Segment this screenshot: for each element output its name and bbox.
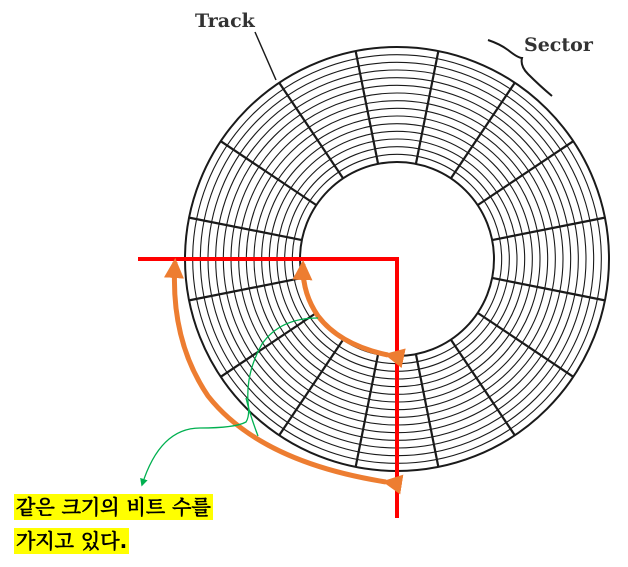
track-label: Track	[195, 10, 255, 32]
sector-boundary	[416, 354, 438, 467]
annotation-line-2: 가지고 있다.	[16, 529, 128, 553]
sector-boundary	[492, 278, 605, 300]
sector-boundary	[356, 51, 378, 164]
track-leader-line	[255, 32, 276, 80]
sector-boundary	[189, 278, 302, 300]
sector-boundary	[189, 218, 302, 240]
sector-boundary	[492, 218, 605, 240]
sector-label: Sector	[524, 34, 593, 56]
sector-boundary	[416, 51, 438, 164]
sector-boundary	[356, 354, 378, 467]
annotation-line-1: 같은 크기의 비트 수를	[16, 495, 211, 519]
outer-track-arc-arrow	[174, 262, 386, 482]
inner-track-arc-arrow	[303, 264, 388, 355]
